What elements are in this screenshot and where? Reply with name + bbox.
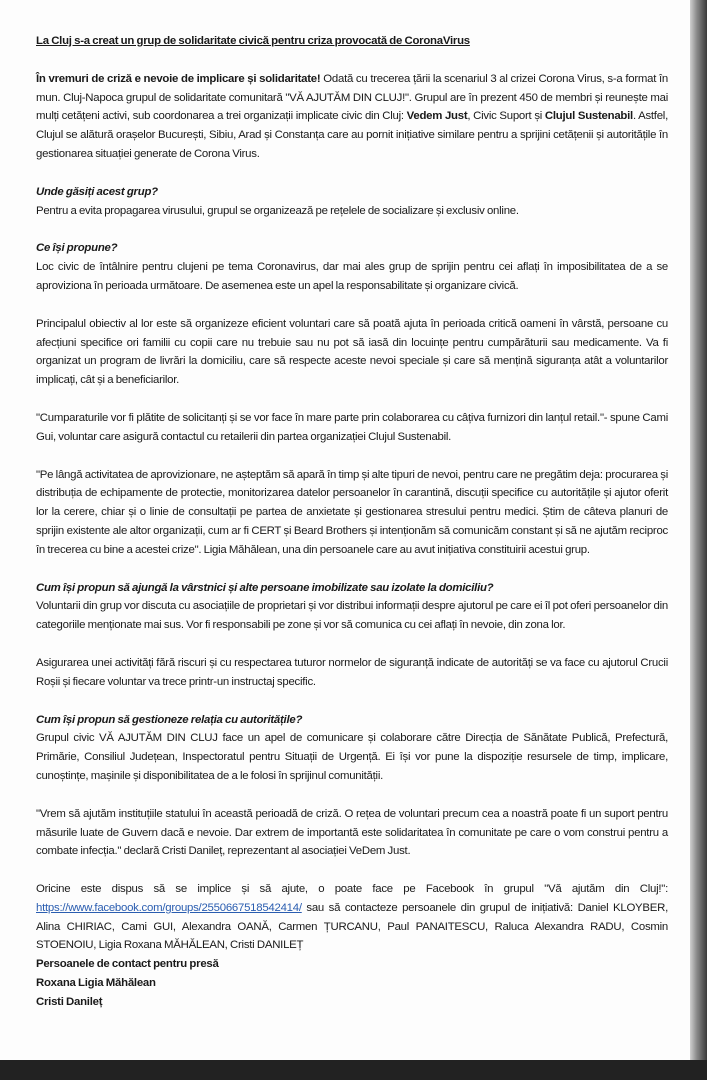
page-edge-shadow	[690, 0, 707, 1080]
answer-purpose: Loc civic de întâlnire pentru clujeni pe tema Coronavirus, dar mai ales grup de sprijin pentru cei aflați în imposibilitatea de a se aproviziona în perioada următoare. De asemenea este un apel la responsabilitate și organizare civică.	[36, 261, 668, 292]
question-authorities: Cum își propun să gestioneze relația cu autoritățile?	[36, 713, 303, 726]
intro-text-1: Odată cu trecerea țării la scenariul 3 al crizei Corona Virus, s-a format în mun. Cluj-Napoca grupul de solidaritate comunitară "VĂ AJUTĂM DIN CLUJ!". Grupul are în prezent 450 de membri și reunește mai mulți cetățeni activi, sub coordonarea a trei organizații implicate civic din Cluj:	[36, 72, 668, 123]
press-contact-1: Roxana Ligia Măhălean	[36, 977, 156, 990]
answer-where: Pentru a evita propagarea virusului, grupul se organizează pe rețelele de socializare și exclusiv online.	[36, 204, 519, 217]
intro-text-3: . Astfel, Clujul se alătură orașelor București, Sibiu, Arad și Constanța care au pornit inițiative similare pentru a sprijini cetățenii și autoritățile în gestionarea situației generate de Corona Virus.	[36, 110, 668, 160]
quote-cami-gui: "Cumparaturile vor fi plătite de solicitanți și se vor face în mare parte prin colaborarea cu câțiva furnizori din lanțul retail."- spune Cami Gui, voluntar care asigură contactul cu retailerii din partea organizației Clujul Sustenabil.	[36, 411, 668, 443]
facebook-group-link[interactable]: https://www.facebook.com/groups/2550667518542414/	[36, 901, 302, 914]
intro-lead: În vremuri de criză e nevoie de implicare și solidaritate!	[36, 72, 321, 85]
press-contact-2: Cristi Danileț	[36, 995, 103, 1008]
quote-ligia-mahalean: "Pe lângă activitatea de aprovizionare, ne așteptăm să apară în timp și alte tipuri de nevoi, pentru care ne pregătim deja: procurarea și distribuția de echipamente de protectie, monitorizarea datelor persoanelor în carantină, discuții specifice cu autoritățile și ajutor oferit lor la cerere, chiar și o linie de consultații pe partea de anxietate și gestionarea stresului pentru medici. Știm de câteva planuri de sprijin existente ale altor organizații, cum ar fi CERT și Beard Brothers și intenționăm să comunicăm constant și să ne ajutăm reciproc în trecerea cu bine a acestei crize". Ligia Măhălean, una din persoanele care au avut inițiativa constituirii acestui grup.	[36, 468, 668, 556]
closing-text-2: sau să contacteze persoanele din grupul de inițiativă: Daniel KLOYBER, Alina CHIRIAC, Cami GUI, Alexandra OANĂ, Carmen ȚURCANU, Paul PANAITESCU, Raluca Alexandra RADU, Cosmin STOENOIU, Ligia Roxana MĂHĂLEAN, Cristi DANILEȚ	[36, 901, 668, 952]
answer-elderly: Voluntarii din grup vor discuta cu asociațiile de proprietari și vor distribui informații despre ajutorul pe care ei îl pot oferi persoanelor din categoriile menționate mai sus. Vor fi responsabili pe zone și vor să comunica cu cei aflați în nevoie, din zona lor.	[36, 600, 668, 632]
org-clujul-sustenabil: Clujul Sustenabil	[544, 110, 633, 123]
question-elderly: Cum își propun să ajungă la vârstnici și alte persoane imobilizate sau izolate la domiciliu?	[36, 581, 494, 594]
answer-authorities: Grupul civic VĂ AJUTĂM DIN CLUJ face un apel de comunicare și colaborare către Direcția de Sănătate Publică, Prefectură, Primărie, Consiliul Județean, Inspectoratul pentru Situații de Urgență. Ei își vor pune la dispoziție resursele de timp, implicare, cunoștințe, mașinile și disponibilitatea de a le folosi în sprijinul comunității.	[36, 732, 668, 782]
org-vedem-just: Vedem Just	[406, 110, 468, 123]
closing-paragraph	[36, 880, 668, 955]
paragraph-objective: Principalul obiectiv al lor este să organizeze eficient voluntari care să poată ajuta în perioada critică oameni în vârstă, persoane cu afecțiuni specifice ori familii cu copii care nu trebuie sau nu pot să iasă din locuințe pentru cumpărăturii sau medicamente. Va fi organizat un program de livrări la domiciliu, care să respecte aceste nevoi speciale și care să mențină siguranța atât a voluntarilor implicați, cât și a beneficiarilor.	[36, 317, 668, 387]
paragraph-safety: Asigurarea unei activități fără riscuri și cu respectarea tuturor normelor de siguranță indicate de autorități se va face cu ajutorul Crucii Roșii și fiecare voluntar va trece printr-un instructaj specific.	[36, 656, 668, 688]
intro-text-2: , Civic Suport și	[467, 110, 545, 123]
page-bottom-border	[0, 1060, 707, 1080]
closing-text-1: Oricine este dispus să se implice și să ajute, o poate face pe Facebook în grupul "Vă ajutăm din Cluj!":	[36, 883, 668, 896]
quote-cristi-danilet: "Vrem să ajutăm instituțiile statului în această perioadă de criză. O rețea de voluntari precum cea a noastră poate fi un suport pentru măsurile luate de Guvern dacă e nevoie. Dar extrem de importantă este solidaritatea în comunitate pe care o vom construi pentru a combate infecția." declară Cristi Danileț, reprezentant al asociației VeDem Just.	[36, 807, 668, 858]
article-headline: La Cluj s-a creat un grup de solidaritate civică pentru criza provocată de CoronaVirus	[36, 35, 470, 47]
question-purpose: Ce își propune?	[36, 242, 118, 255]
press-contacts-heading: Persoanele de contact pentru presă	[36, 958, 219, 971]
intro-paragraph	[36, 70, 668, 164]
question-where: Unde găsiți acest grup?	[36, 185, 158, 198]
